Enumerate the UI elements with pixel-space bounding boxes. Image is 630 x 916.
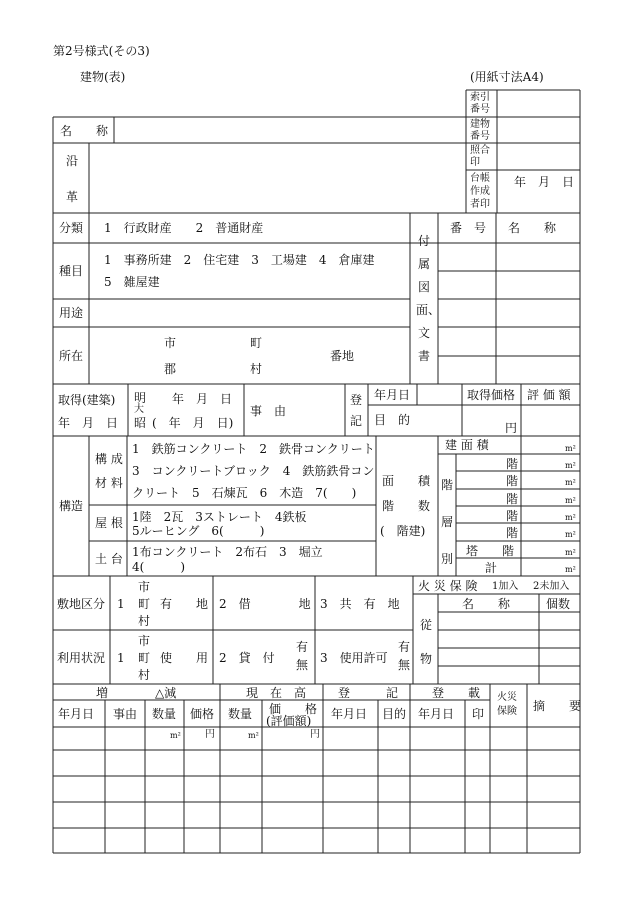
fire-insurance-joined: 1加入: [492, 581, 519, 592]
usage-opt1-tail: 使 用: [160, 651, 209, 665]
form-id: 第2号様式(その3): [53, 44, 150, 58]
ledger-seal-label-1: 台帳: [470, 173, 490, 184]
floors-label: 階 数: [382, 499, 431, 513]
material-line-2: 3 コンクリートブロック 4 鉄筋鉄骨コン: [132, 464, 375, 478]
col-date: 年月日: [58, 707, 95, 721]
total-floor: 計: [485, 561, 498, 575]
acquisition-label-bottom: 年 月 日: [58, 416, 119, 430]
floor-unit-4: m²: [565, 513, 576, 522]
col-listing-seal: 印: [472, 707, 485, 721]
unit-yen-increase: 円: [205, 729, 215, 740]
history-label-bottom: 革: [66, 190, 79, 204]
type-label: 種目: [59, 264, 84, 278]
land-opt1-tail: 有 地: [160, 597, 209, 611]
land-opt1-shi: 市: [138, 580, 151, 594]
acquisition-label-top: 取得(建築): [58, 393, 116, 407]
type-line-1: 1 事務所建 2 住宅建 3 工場建 4 倉庫建: [104, 253, 375, 267]
usage-opt2: 2 貸 付: [219, 651, 275, 665]
classification-label: 分類: [59, 221, 84, 235]
register-label-bottom: 記: [350, 414, 363, 428]
register-purpose-label: 目 的: [374, 413, 411, 427]
building-no-label-1: 建物: [470, 119, 490, 130]
name-label: 名 称: [60, 124, 109, 138]
ledger-current: 現 在 高: [246, 686, 307, 700]
location-machi: 町: [250, 336, 263, 350]
usage-opt3-yes: 有: [398, 640, 411, 654]
acquisition-reason-label: 事 由: [250, 404, 287, 418]
ledger-summary: 摘 要: [533, 699, 582, 713]
col-current-price-bottom: (評価額): [266, 714, 312, 728]
fire-insurance-not-joined: 2未加入: [533, 581, 570, 592]
floor-5: 階: [506, 526, 519, 540]
location-shi: 市: [164, 336, 177, 350]
col-quantity: 数量: [152, 707, 177, 721]
floor-unit-3: m²: [565, 496, 576, 505]
form-subtitle: 建物(表): [80, 70, 126, 84]
annex-label: 従物: [419, 618, 432, 666]
material-label-top: 構 成: [95, 452, 123, 466]
floor-unit-6: m²: [565, 548, 576, 557]
type-line-2: 5 雑屋建: [104, 275, 160, 289]
floor-unit-7: m²: [565, 565, 576, 574]
paper-size: (用紙寸法A4): [470, 70, 544, 84]
floor-unit-2: m²: [565, 478, 576, 487]
usage-opt1-shi: 市: [138, 634, 151, 648]
col-reason: 事由: [113, 707, 138, 721]
ledger-seal-label-3: 者印: [470, 199, 490, 210]
ledger-date: 年 月 日: [514, 175, 575, 189]
usage-opt1-no: 1: [117, 651, 125, 665]
check-seal-label-1: 照合: [470, 145, 490, 156]
floor-2: 階: [506, 474, 519, 488]
usage-opt2-yes: 有: [296, 640, 309, 654]
check-seal-label-2: 印: [470, 157, 480, 168]
col-current-quantity: 数量: [228, 707, 253, 721]
land-opt2: 2 借 地: [219, 597, 311, 611]
roof-line-1: 1陸 2瓦 3ストレート 4鉄板: [132, 510, 307, 524]
floor-breakdown-label: 階層別: [440, 478, 453, 566]
annex-count-header: 個数: [546, 597, 571, 611]
floor-3: 階: [506, 492, 519, 506]
location-mura: 村: [250, 362, 263, 376]
unit-m2-increase: m²: [170, 731, 181, 740]
use-label: 用途: [59, 306, 84, 320]
ledger-seal-label-2: 作成: [470, 186, 490, 197]
area-label: 面 積: [382, 474, 431, 488]
usage-opt2-no: 無: [296, 658, 309, 672]
col-current-price-top: 価 格: [269, 702, 318, 716]
era-meiji: 明: [134, 391, 147, 405]
tower-floor: 塔 階: [466, 544, 515, 558]
material-label-bottom: 材 料: [95, 476, 123, 490]
location-label: 所在: [59, 349, 84, 363]
unit-m2-current: m²: [248, 731, 259, 740]
material-line-3: クリート 5 石煉瓦 6 木造 7( ): [132, 486, 357, 500]
annex-name-header: 名 称: [462, 597, 511, 611]
ledger-decrease: △減: [155, 686, 177, 700]
attached-name-header: 名 称: [508, 221, 557, 235]
col-registry-date: 年月日: [331, 707, 368, 721]
base-label: 土 台: [95, 552, 123, 566]
land-opt1-mura: 村: [138, 614, 151, 628]
col-price: 価格: [190, 707, 215, 721]
usage-opt1-machi: 町: [138, 651, 151, 665]
land-opt1-no: 1: [117, 597, 125, 611]
attached-number-header: 番 号: [450, 221, 487, 235]
ledger-listing: 登 載: [432, 686, 481, 700]
fire-insurance-label: 火 災 保 険: [418, 579, 478, 593]
land-opt3: 3 共 有 地: [320, 597, 400, 611]
land-label: 敷地区分: [57, 597, 106, 611]
usage-label: 利用状況: [57, 651, 106, 665]
structure-label: 構造: [59, 499, 84, 513]
ledger-fire-bottom: 保険: [497, 706, 517, 717]
land-opt1-machi: 町: [138, 597, 151, 611]
acquisition-price-label: 取得価格: [467, 388, 516, 402]
acquisition-date: 年 月 日: [172, 392, 233, 406]
history-label-top: 沿: [66, 154, 79, 168]
floor-1: 階: [506, 457, 519, 471]
col-listing-date: 年月日: [418, 707, 455, 721]
usage-opt3: 3 使用許可: [320, 651, 388, 665]
floor-unit-1: m²: [565, 461, 576, 470]
valuation-label: 評 価 額: [527, 388, 571, 402]
index-no-label-2: 番号: [470, 104, 490, 115]
building-no-label-2: 番号: [470, 131, 490, 142]
base-line-2: 4( ): [132, 560, 185, 574]
col-registry-purpose: 目的: [382, 707, 407, 721]
floor-4: 階: [506, 509, 519, 523]
ledger-fire-top: 火災: [497, 692, 517, 703]
index-no-label-1: 索引: [470, 92, 490, 103]
base-line-1: 1布コンクリート 2布石 3 堀立: [132, 545, 323, 559]
era-taisho: 大: [134, 404, 144, 415]
register-label-top: 登: [350, 393, 363, 407]
roof-label: 屋 根: [95, 516, 123, 530]
roof-line-2: 5ルーヒング 6( ): [132, 524, 265, 538]
valuation-yen: 円: [505, 421, 518, 435]
register-ymd-label: 年月日: [374, 388, 411, 402]
era-showa: 昭: [134, 416, 147, 430]
location-banchi: 番地: [330, 349, 355, 363]
building-area-label: 建 面 積: [445, 438, 489, 452]
floors-built-label: ( 階建): [380, 524, 426, 538]
material-line-1: 1 鉄筋コンクリート 2 鉄骨コンクリート: [132, 442, 375, 456]
usage-opt3-no: 無: [398, 658, 411, 672]
location-gun: 郡: [164, 362, 177, 376]
attached-docs-label: 付属図面、文書: [416, 234, 441, 363]
ledger-registry: 登 記: [338, 686, 399, 700]
ledger-increase: 増: [96, 686, 109, 700]
unit-yen-current: 円: [310, 729, 320, 740]
usage-opt1-mura: 村: [138, 668, 151, 682]
building-area-unit: m²: [565, 444, 576, 453]
classification-options: 1 行政財産 2 普通財産: [104, 221, 264, 235]
acquisition-date-alt: ( 年 月 日): [152, 416, 234, 430]
floor-unit-5: m²: [565, 530, 576, 539]
